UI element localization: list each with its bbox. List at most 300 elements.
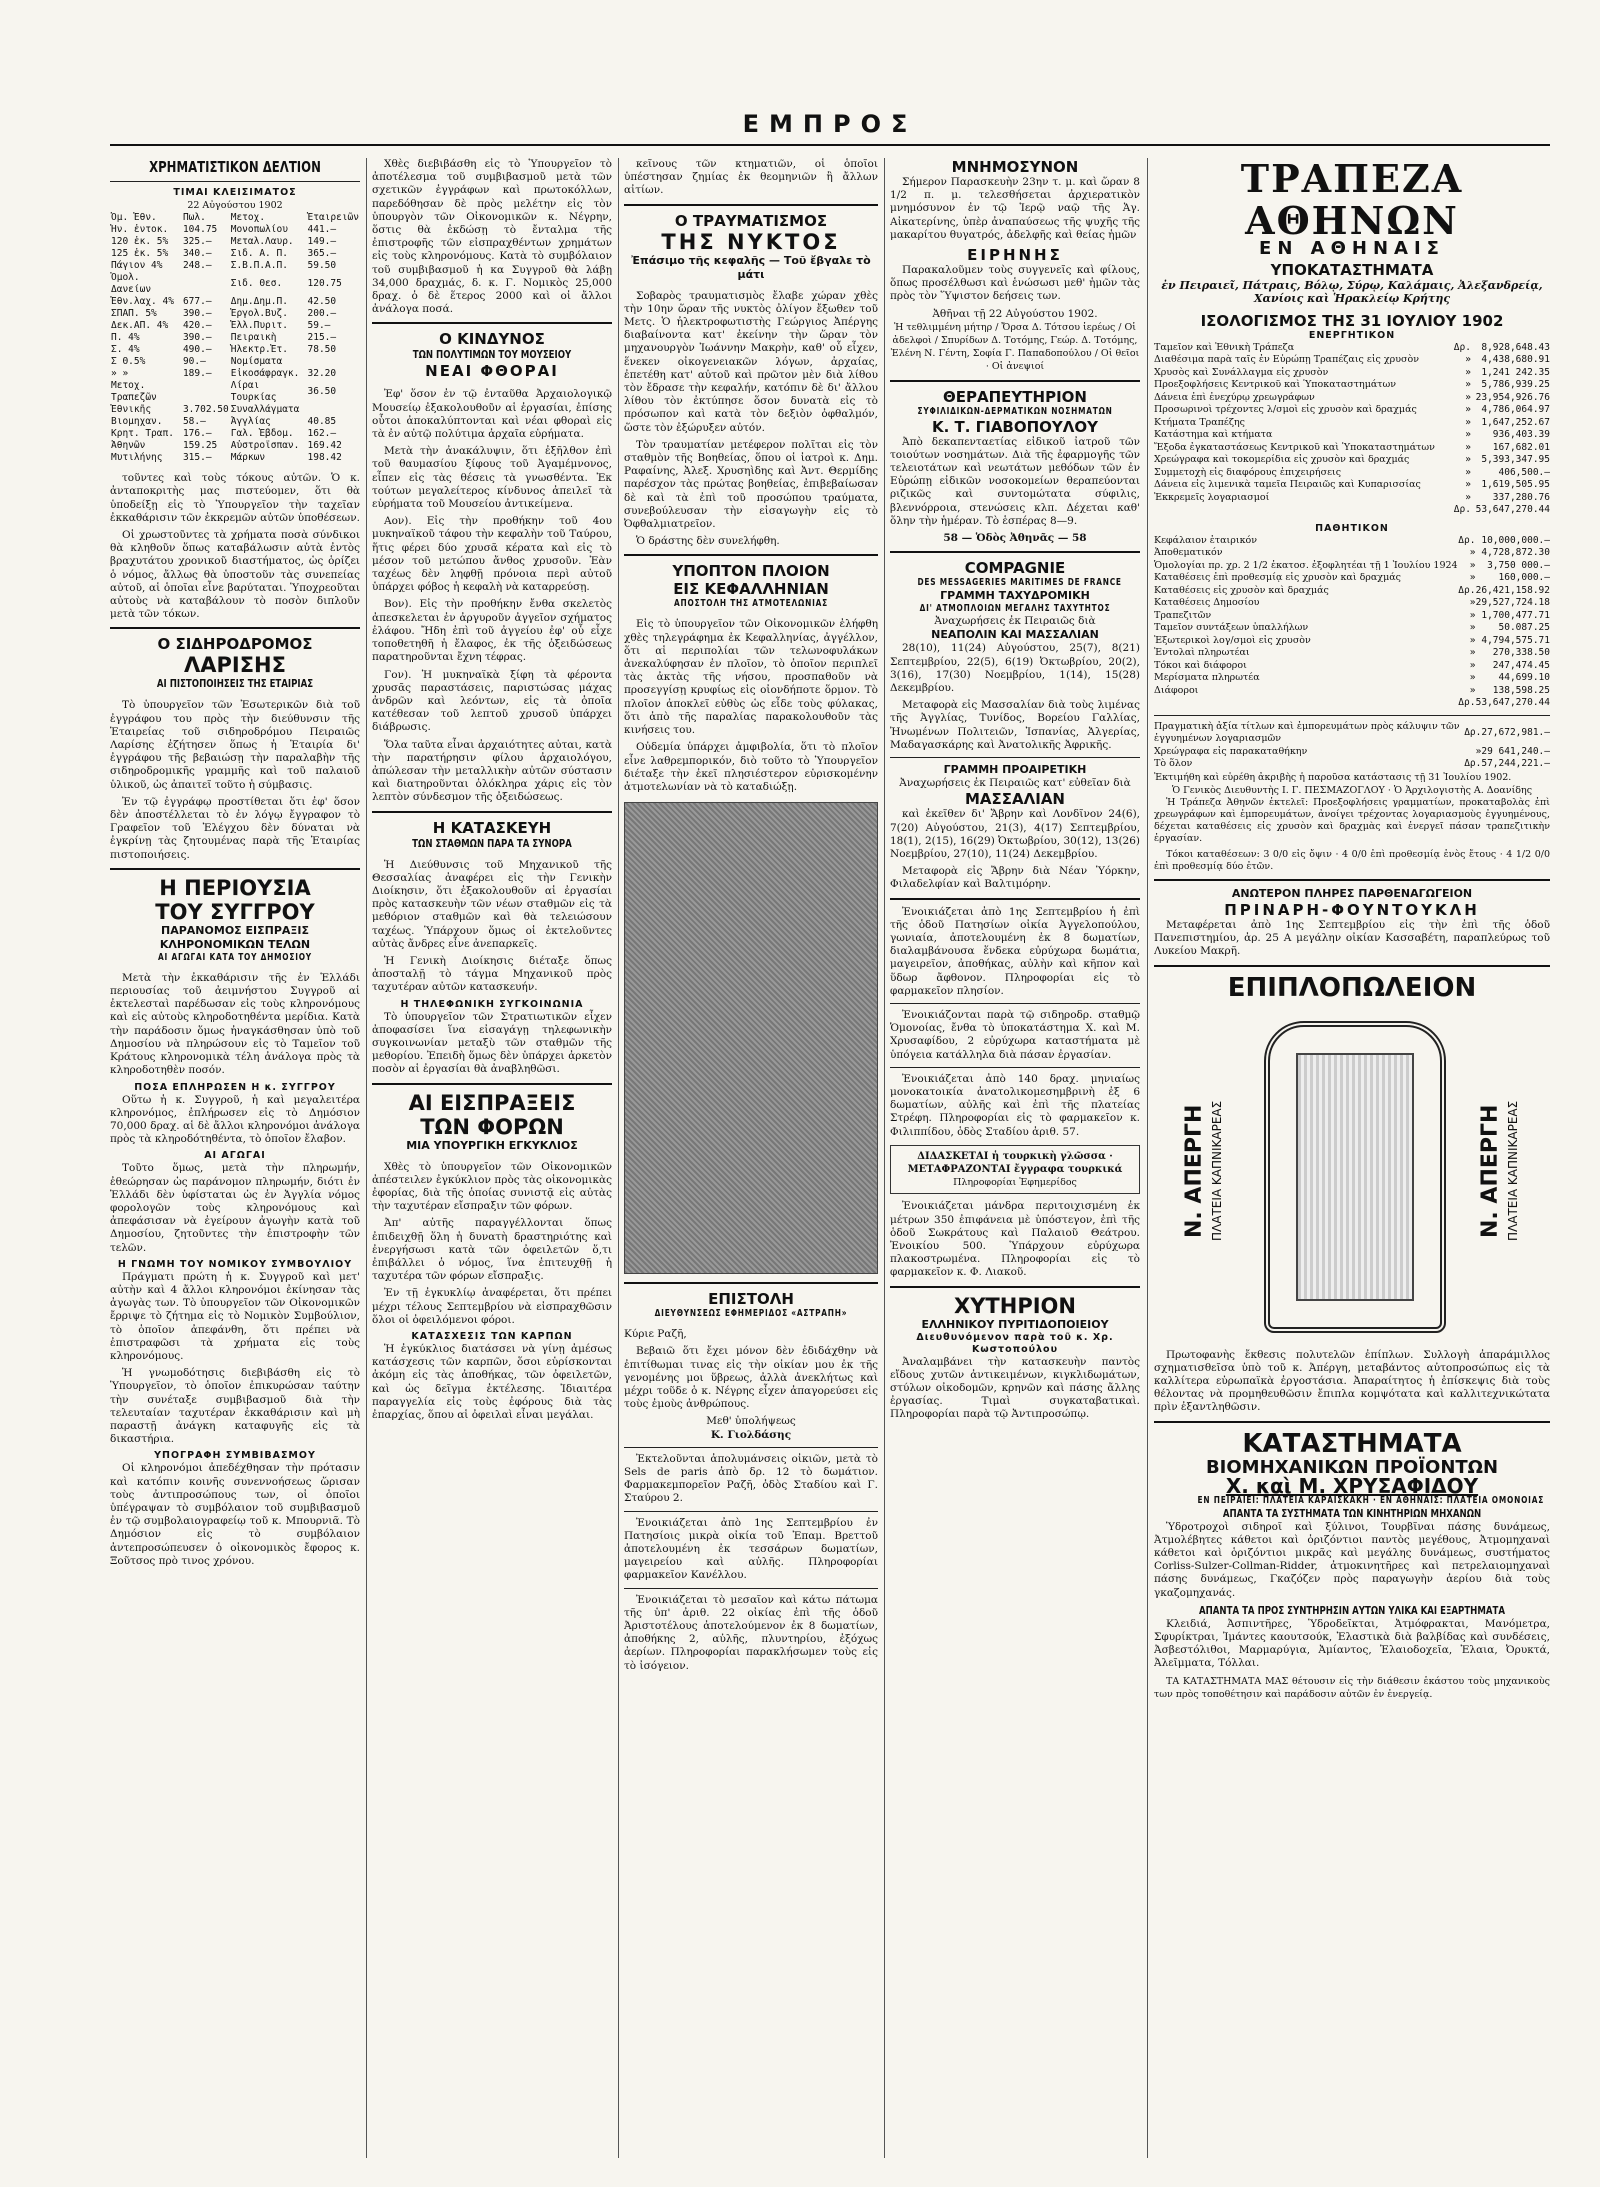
rates-row-cell: 59.50 [307,260,337,272]
bank-signatures: Ὁ Γενικὸς Διευθυντὴς Ι. Γ. ΠΕΣΜΑΖΟΓΛΟΥ · Ὁ Ἀρχιλογιστὴς Α. Δοανίδης [1171,784,1533,796]
assets-row-cell: 8,928,648.43 [1481,341,1550,353]
assets-row-cell: 406,500.— [1498,466,1550,478]
article-text: Χθὲς τὸ ὑπουργεῖον τῶν Οἰκονομικῶν ἀπέστειλεν ἐγκύκλιον πρὸς τὰς οἰκονομικὰς ἐφορίας, διὰ τῆς ὁποίας συνιστᾷ εἰς αὐτὰς τὴν ταχυτέραν εἴσπραξιν τῶν φόρων. [372,1160,612,1213]
assets-row-cell: Χρεώγραφα καὶ τοκομερίδια εἰς χρυσὸν καὶ δραχμάς [1154,454,1410,466]
article-text: Μετὰ τὴν ἀνακάλυψιν, ὅτι ἐξῆλθον ἐπὶ τοῦ θαυμασίου ξίφους τοῦ Ἀγαμέμνονος, εἶπεν εἰς τὰς θέσεις τὰ γνωσθέντα. Ἐκ τούτων μεγαλείτερος κίνδυνος ἀπειλεῖ τὰ εὑρήματα τοῦ Μουσείου ἀντικείμενα. [372,445,612,511]
damaged-image-area [624,802,878,1274]
rates-row [110,440,360,452]
classified-ad: Ἐνοικιάζεται ἀπὸ 1ης Σεπτεμβρίου ἡ ἐπὶ τῆς ὁδοῦ Πατησίων οἰκία Ἀγγελοπούλου, γωνιαία, ἀποτελουμένη ἐκ 8 δωματίων, διαλαμβάνουσα ἕνδεκα εὐρύχωρα δωμάτια, μαγειρεῖον, ἀποθήκας, αὐλὴν καὶ κῆπον καὶ ὕδωρ ἄφθονον. Πληροφορίαι εἰς τὸ φαρμακεῖον πλησίον. [890,905,1140,997]
rates-row [110,404,360,416]
sygrou-subheading: ΠΑΡΑΝΟΜΟΣ ΕΙΣΠΡΑΞΙΣ [161,923,309,937]
memorial-text: Παρακαλοῦμεν τοὺς συγγενεῖς καὶ φίλους, ὅπως προσέλθωσι καὶ ἑνώσωσι μεθ' ἡμῶν τὰς πρὸς τὸν Ὕψιστον δεήσεις των. [890,264,1140,303]
article-text: Μετὰ τὴν ἐκκαθάρισιν τῆς ἐν Ἑλλάδι περιουσίας τοῦ ἀειμνήστου Συγγροῦ αἱ ἐκτελεσταὶ παρέδωσαν εἰς τοὺς κληρονόμους καὶ εἰς αὐτοὺς κληροδοτηθέντα μερίδια. Κατὰ τὴν παράδοσιν ὅμως ἠναγκάσθησαν ὑπὸ τοῦ Δημοσίου νὰ πληρώσουν εἰς τὸ Ταμεῖον τοῦ Κράτους κληρονομικὰ τέλη ἀνάλογα πρὸς τὰ κληροδοτηθὲν ποσόν. [110,971,360,1077]
assets-row-cell: Χρυσὸς καὶ Συνάλλαγμα εἰς χρυσὸν [1154,366,1329,378]
clinic-subheading: ΣΥΦΙΛΙΔΙΚΩΝ-ΔΕΡΜΑΤΙΚΩΝ ΝΟΣΗΜΑΤΩΝ [917,405,1113,417]
furniture-location: ΠΛΑΤΕΙΑ ΚΑΠΝΙΚΑΡΕΑΣ [1210,1100,1224,1241]
assets-row-cell: 4,786,064.97 [1481,404,1550,416]
rates-row-cell [307,404,360,416]
liabilities-row-cell [1154,697,1458,710]
article-text: Ἐν τῷ ἐγγράφῳ προστίθεται ὅτι ἐφ' ὅσον δὲν ἀποστέλλεται τὸ ἐν λόγῳ ἔγγραφον τὸ Γραφεῖον τοῦ Ἐλέγχου δὲν δύναται νὰ ἐγκρίνῃ τὰς ζητουμένας παρὰ τῆς Ἑταιρίας πιστοποιήσεις. [110,795,360,861]
assets-row-cell: 1,241 242.35 [1481,366,1550,378]
bank-services: Ἡ Τράπεζα Ἀθηνῶν ἐκτελεῖ: Προεξοφλήσεις γραμματίων, προκαταβολὰς ἐπὶ χρεωγράφων καὶ ἐμπορευμάτων, ἀνοίγει τρέχοντας λογαριασμοὺς ἐγγυημένους, δέχεται καταθέσεις εἰς χρυσὸν καὶ δραχμὰς καὶ ἐνεργεῖ πάσαν τραπεζιτικὴν ἐργασίαν. [1154,797,1550,845]
article-text: Γον). Ἡ μυκηναϊκὰ ξίφη τὰ φέροντα χρυσᾶς παραστάσεις, παριστώσας μάχας ἀνδρῶν καὶ λεόντων, εἰς τὰ ὁποῖα κατέθεσαν τοῦ λεπτοῦ χρυσοῦ ὑπάρχει διάβρωσις. [372,668,612,734]
rates-row-cell: Πάγιον 4% [111,260,163,272]
rates-row-cell: Μετοχ. [230,212,266,224]
assets-row-cell [1154,504,1453,517]
divider [624,1282,878,1284]
rates-row-cell: Μεταλ.Λαυρ. [230,236,294,248]
shipping-company: COMPAGNIE [964,559,1066,578]
bank-extra-row [1154,721,1550,746]
rates-row-cell: 390.— [182,308,212,320]
liabilities-row-cell: 160,000.— [1498,572,1550,584]
rates-row-cell: 420.— [182,320,212,332]
injury-subheading: Ἐπάσιμο τῆς κεφαλῆς — Τοῦ ἔβγαλε τὸ μάτι [631,253,871,281]
rates-row-cell: Ὁμολ. Δανείων [111,272,152,296]
liabilities-row-cell: » [1469,634,1476,646]
bank-extra-row-cell: Δρ. [1464,758,1482,770]
rates-row [110,260,360,272]
assets-row-cell: 1,647,252.67 [1481,416,1550,428]
liabilities-row-cell: » [1469,597,1476,609]
divider [890,551,1140,553]
classified-ad: Ἐνοικιάζονται παρὰ τῷ σιδηροδρ. σταθμῷ Ὁμονοίας, ἔνθα τὸ ὑποκατάστημα Χ. καὶ Μ. Χρυσαφίδου, 2 εὐρύχωρα καταστήματα μὲ ὑπόγεια κατάλληλα διὰ πάσαν ἐργασίαν. [890,1008,1140,1061]
divider [1154,1421,1550,1423]
assets-row [1154,454,1550,467]
assets-row-cell: Ἔξοδα ἐγκαταστάσεως Κεντρικοῦ καὶ Ὑποκαταστημάτων [1154,441,1435,453]
article-text: Τοῦτο ὅμως, μετὰ τὴν πληρωμήν, ἐθεώρησαν ὡς παράνομον πληρωμήν, διότι ἐν Ἑλλάδι δὲν ὑφίσταται ὡς ἐν Ἀγγλία νόμος φορολογῶν τοὺς κληρονόμους καὶ ἀπεφάσισαν νὰ ἐγείρουν ἀγωγὴν κατὰ τοῦ Δημοσίου, ζητοῦντες τὴν ἐπιστροφὴν τῶν τελῶν. [110,1162,360,1254]
assets-heading: ΕΝΕΡΓΗΤΙΚΟΝ [1308,329,1396,341]
liabilities-row-cell: 4,794,575.71 [1481,634,1550,646]
rates-title: ΧΡΗΜΑΤΙΣΤΙΚΟΝ ΔΕΛΤΙΟΝ [149,158,321,176]
shop-heading: ΚΑΤΑΣΤΗΜΑΤΑ [1242,1428,1462,1459]
liabilities-row-cell: Τόκοι καὶ διάφοροι [1154,659,1247,671]
furniture-owner: Ν. ΑΠΕΡΓΗ [1478,1103,1503,1238]
liabilities-row-cell: » [1469,672,1476,684]
rates-row [110,452,360,464]
rates-row-cell: 677.— [182,296,212,308]
assets-row [1154,354,1550,367]
divider [624,204,878,206]
article-text: Ὅλα ταῦτα εἶναι ἀρχαιότητες αὐται, κατὰ τὴν παρατήρησιν φίλου ἀρχαιολόγου, ἀπώλεσαν τὴν μεταλλικὴν αὐτῶν σύστασιν καὶ διατηροῦνται ὁλόκληρα χάρις εἰς τὸν λεπτὸν σύνδεσμον τῆς ὀξειδώσεως. [372,738,612,804]
assets-row [1154,342,1550,355]
rates-row-cell: 198.42 [307,452,342,464]
liabilities-row-cell: Καταθέσεις εἰς χρυσὸν καὶ δραχμάς [1154,584,1329,596]
rates-row [110,332,360,344]
assets-row-cell: 5,786,939.25 [1481,379,1550,391]
rates-table [110,212,360,464]
rates-row-cell: 248.— [182,260,212,272]
article-text: Οἱ χρωστοῦντες τὰ χρήματα ποσὰ σύνδικοι θὰ κληθοῦν ὅπως καταβάλωσιν αὐτὰ ἐντὸς βραχυτάτου χρονικοῦ διαστήματος, ὡς ὁρίζει ὁ νόμος, ἄλλως θὰ ὑποστοῦν τὰς συνεπείας αὐτοῦ, αἱ ὁποῖαι εἶνε βαρύταται. Ὑποχρεοῦται αὐτοὺς νὰ καταβάλουν τὸ ποσὸν διπλοῦν μετὰ τῶν τόκων. [110,529,360,621]
balance-heading: ΙΣΟΛΟΓΙΣΜΟΣ ΤΗΣ 31 ΙΟΥΛΙΟΥ 1902 [1200,311,1504,330]
rates-row-cell: Ὀμ. Ἐθν. [111,212,157,224]
liabilities-row-cell: 26,421,158.92 [1475,584,1550,596]
rates-row-cell: Πωλ. [182,212,206,224]
assets-row [1154,367,1550,380]
assets-row-cell: Διαθέσιμα παρὰ ταῖς ἐν Εὐρώπῃ Τραπέζαις εἰς χρυσὸν [1154,354,1419,366]
injury-heading: Ο ΤΡΑΥΜΑΤΙΣΜΟΣ [674,211,828,230]
assets-row-cell: » [1465,354,1471,366]
assets-table [1154,342,1550,517]
assets-row-cell: Προεξοφλήσεις Κεντρικοῦ καὶ Ὑποκαταστημάτων [1154,379,1397,391]
memorial-signatories: Ἡ τεθλιμμένη μήτηρ / Ὄρσα Δ. Τότσου ἱερέως / Οἱ ἀδελφοὶ / Σπυρίδων Δ. Τοτόμης, Γεώρ. Δ. Τοτόμης, Ἑλένη Ν. Γέντη, Σοφία Γ. Παπαδοπούλου / Οἱ θεῖοι · Οἱ ἀνεψιοί [890,321,1140,373]
article-text: Ἡ Γενικὴ Διοίκησις διέταξε ὅπως ἀποσταλῇ τὸ τάγμα Μηχανικοῦ πρὸς ταχυτέραν αὐτῶν κατασκευήν. [372,954,612,994]
rates-row-cell: Ἡλεκτρ.Ἑτ. [230,344,288,356]
newspaper-page [110,110,1550,2170]
rates-row [110,296,360,308]
rates-row-cell: 149.— [307,236,337,248]
assets-row-cell: » [1465,379,1471,391]
article-text: Ἐν τῇ ἐγκυκλίῳ ἀναφέρεται, ὅτι πρέπει μέχρι τέλους Σεπτεμβρίου νὰ εἰσπραχθῶσιν ὅλοι οἱ ὀφειλόμενοι φόροι. [372,1287,612,1326]
liabilities-row [1154,560,1550,573]
liabilities-row [1154,685,1550,698]
rates-row-cell: 490.— [182,344,212,356]
school-heading: ΑΝΩΤΕΡΟΝ ΠΛΗΡΕΣ ΠΑΡΘΕΝΑΓΩΓΕΙΟΝ [1231,887,1473,901]
assets-row-cell: 167,682.01 [1492,441,1550,453]
assets-row-cell: » [1465,429,1471,441]
rates-row-cell: Σ. 4% [111,344,140,356]
liabilities-row-cell: 44,699.10 [1498,672,1550,684]
classified-ad: Ἐνοικιάζεται τὸ μεσαῖον καὶ κάτω πάτωμα τῆς ὑπ' ἀριθ. 22 οἰκίας ἐπὶ τῆς ὁδοῦ Ἀριστοτέλους ἀποτελούμενον ἐκ 8 δωματίων, ἀποθήκης 2, αὐλῆς, πλυντηρίου, ἐξόχως ἀερίων. Πληροφορίαι παρακλήσωμεν τοὺς εἰς τὸ ἰσόγειον. [624,1593,878,1672]
column-5 [1154,158,1550,2158]
boxed-ad-title: ΔΙΔΑΣΚΕΤΑΙ ἡ τουρκικὴ γλῶσσα · ΜΕΤΑΦΡΑΖΟΝΤΑΙ ἔγγραφα τουρκικά [907,1150,1123,1175]
assets-row-cell: » [1465,491,1471,503]
rates-row-cell [307,356,360,368]
divider [110,868,360,870]
bank-extra-row [1154,758,1550,771]
section-subheading: ΚΑΤΑΣΧΕΣΙΣ ΤΩΝ ΚΑΡΠΩΝ [411,1331,573,1343]
taxes-heading: ΤΩΝ ΦΟΡΩΝ [420,1114,564,1139]
rates-row-cell: Ἐθνικῆς [111,404,152,416]
rail-heading-large: ΛΑΡΙΣΗΣ [184,653,286,678]
assets-row-cell: » [1465,479,1471,491]
bank-extra-row-cell: Τὸ ὅλον [1154,758,1193,770]
assets-row [1154,492,1550,505]
rates-row-cell: Σιδ. Α. Π. [230,248,288,260]
liabilities-row [1154,547,1550,560]
article-text: Τὸ ὑπουργεῖον τῶν Ἐσωτερικῶν διὰ τοῦ ἐγγράφου του πρὸς τὴν διεύθυνσιν τῆς Ἑταιρείας τοῦ σιδηροδρόμου Πειραιῶς Λαρίσης ἐζήτησεν ὅπως ἡ Ἑταιρία δι' ἐγγράφου τῆς βεβαιώσῃ τὴν παραλαβὴν τῆς σιδηροδρομικῆς γραμμῆς καὶ τοῦ παλαιοῦ ὑλικοῦ, ὡς ἀπαιτεῖ τοῦτο ἡ σύμβασις. [110,699,360,791]
liabilities-table [1154,535,1550,710]
rates-row [110,428,360,440]
rates-row-cell: Ἀγγλίας [230,416,271,428]
assets-row-cell: » [1465,454,1471,466]
shipping-text: Ἀναχωρήσεις ἐκ Πειραιῶς διὰ [934,615,1096,628]
section-subheading: ΑΙ ΑΓΩΓΑΙ [204,1150,266,1162]
classified-ad: Ἐκτελοῦνται ἀπολυμάνσεις οἰκιῶν, μετὰ τὸ Sels de paris ἀπὸ δρ. 12 τὸ δωμάτιον. Φαρμακεμπορεῖον Ραζῆ, ὁδὸς Σταδίου καὶ Γ. Σταύρου 2. [624,1452,878,1505]
rates-row-cell: Μετοχ. Τραπεζῶν [111,380,157,404]
assets-row [1154,442,1550,455]
assets-row-cell: » [1465,441,1471,453]
article-text: Οὕτω ἡ κ. Συγγροῦ, ἡ καὶ μεγαλειτέρα κληρονόμος, ἐπλήρωσεν εἰς τὸ Δημόσιον 70,000 δραχ. αἱ δὲ ἄλλοι κληρονόμοι ἀνάλογα πρὸς τὰ κληροδότηθέντα, τὸ ὁποῖον ἔλαβον. [110,1093,360,1146]
divider [624,554,878,556]
stations-heading: Η ΚΑΤΑΣΚΕΥΗ [432,818,552,837]
rates-row-cell: ΣΠΑΠ. 5% [111,308,157,320]
bank-extra-row-cell: Χρεώγραφα εἰς παρακαταθήκην [1154,745,1308,757]
sygrou-heading: ΤΟΥ ΣΥΓΓΡΟΥ [155,899,315,924]
liabilities-row-cell: 138,598.25 [1492,684,1550,696]
shipping-destination: ΜΑΣΣΑΛΙΑΝ [965,790,1065,809]
liabilities-row [1154,585,1550,598]
rates-row-cell: 340.— [182,248,212,260]
classified-ad: Ἐνοικιάζεται μάνδρα περιτοιχισμένη ἐκ μέτρων 350 ἐπιφάνεια μὲ ὑπόστεγον, ἐπὶ τῆς ὁδοῦ Σωκράτους καὶ Παλαιοῦ Θεάτρου. Ἐνοικίου 500. Ὑπάρχουν εὐρύχωρα πλακοστρωμένα. Πληροφορίαι εἰς τὸ φαρμακεῖον κ. Φ. Λιακοῦ. [890,1200,1140,1279]
rates-row-cell: Γαλ. Ἑβδομ. [230,428,294,440]
bank-extra-row-cell: 27,672,981.— [1481,726,1550,738]
memorial-date: Ἀθῆναι τῇ 22 Αὐγούστου 1902. [932,307,1098,320]
rates-row-cell: 40.85 [307,416,337,428]
bank-extra-row-cell: Πραγματικὴ ἀξία τίτλων καὶ ἐμπορευμάτων πρὸς κάλυψιν τῶν ἐγγυημένων λογαριασμῶν [1154,720,1460,745]
bank-extra-row-cell: » [1475,745,1482,757]
rates-row-cell: Ἑλλ.Πυριτ. [230,320,288,332]
liabilities-row-cell: Δρ. [1458,534,1476,546]
divider [372,322,612,324]
liabilities-row-cell: 50.087.25 [1498,622,1550,634]
assets-row [1154,392,1550,405]
clinic-doctor: Κ. Τ. ΓΙΑΒΟΠΟΥΛΟΥ [931,417,1099,436]
article-text: Ἡ ἐγκύκλιος διατάσσει νὰ γίνῃ ἀμέσως κατάσχεσις τῶν καρπῶν, ὅσοι εὑρίσκονται ἀκόμη εἰς τὰς ἀποθήκας, τῶν ὀφειλετῶν, καὶ ὡς δεῖγμα ἐκτέλεσης. Ἰδιαιτέρα παραγγελία εἰς τοὺς ἐφόρους διὰ τὰς ἐπαρχίας, ὅπου αἱ ὀφειλαὶ εἶναι μεγάλαι. [372,1343,612,1422]
sygrou-heading: Η ΠΕΡΙΟΥΣΙΑ [159,875,311,900]
assets-row-cell: Κτήματα Τραπέζης [1154,416,1245,428]
rates-row-cell: » » [111,368,129,380]
rates-row-cell: 90.— [182,356,206,368]
article-text: τοῦντες καὶ τοὺς τόκους αὐτῶν. Ὁ κ. ἀνταποκριτὴς μας πιστεύομεν, ὅτι θὰ ὑποδείξῃ εἰς τὸ Ὑπουργεῖον τὴν ταχεῖαν ἐκκαθάρισιν τῶν ἐκκρεμῶν αὐτῶν ὑποθέσεων. [110,472,360,524]
divider [110,181,360,182]
assets-row-cell: » [1465,466,1471,478]
letter-salutation: Κύριε Ραζῆ, [624,1328,687,1341]
rates-row-cell: Ἐταιρειῶν [307,212,359,224]
liabilities-row-cell: Ἐξωτερικοὶ λογ/σμοὶ εἰς χρυσὸν [1154,634,1311,646]
liabilities-row-cell: » [1469,684,1476,696]
shipping-dates: 28(10), 11(24) Αὐγούστου, 25(7), 8(21) Σεπτεμβρίου, 22(5), 6(19) Ὀκτωβρίου, 20(2), 3(16), 17(30) Νοεμβρίου, 1(14), 15(28) Δεκεμβρίου. [890,642,1140,695]
rates-row-cell: Πειραικὴ [230,332,277,344]
liabilities-row-cell: » [1469,609,1476,621]
rates-row-cell: Ἠν. ἐντοκ. [111,224,169,236]
assets-row-cell: » [1465,416,1471,428]
article-text: Τὸ ὑπουργεῖον τῶν Στρατιωτικῶν εἶχεν ἀποφασίσει ἵνα εἰσαγάγῃ τηλεφωνικὴν συγκοινωνίαν μεταξὺ τῶν σταθμῶν τῆς μεθορίου. Ἐπειδὴ ὅμως δὲν ὑπάρχει ἀρκετὸν ποσὸν αἱ ἐργασίαι θὰ ἀναβληθῶσι. [372,1010,612,1076]
rates-row [110,308,360,320]
article-text: Αον). Εἰς τὴν προθήκην τοῦ 4ου μυκηναϊκοῦ τάφου τὴν κεφαλὴν τοῦ Ταύρου, ἥτις φέρει δύο χρυσᾶ κέρατα καὶ εἰς τὸ μέσον τοῦ μετώπου ἄνθος χρυσοῦν. Ἐὰν ταχέως δὲν ληφθῇ πρόνοια περὶ αὐτοῦ ὑπάρχει φόβος ἡ κεφαλὴ νὰ καταρρεύσῃ. [372,515,612,594]
article-text: Οὐδεμία ὑπάρχει ἀμφιβολία, ὅτι τὸ πλοῖον εἶνε λαθρεμπορικόν, διὸ τοῦτο τὸ Ὑπουργεῖον διέταξε τὴν ἐκεῖ πλησιέστερον εὑρισκομένην ἀτμοτελωνίαν νὰ τὸ καταδιώξῃ. [624,741,878,793]
assets-row-cell: Κατάστημα καὶ κτήματα [1154,429,1273,441]
assets-row [1154,479,1550,492]
memorial-name: ΕΙΡΗΝΗΣ [967,246,1063,265]
assets-row-cell: Δάνεια ἐπὶ ἐνεχύρῳ χρεωγράφων [1154,391,1315,403]
article-text: Χθὲς διεβιβάσθη εἰς τὸ Ὑπουργεῖον τὸ ἀποτέλεσμα τοῦ συμβιβασμοῦ μετὰ τῶν σχετικῶν ἐγγράφων καὶ πρωτοκόλλων, παρεδόθησαν δὲ πρὸς μελέτην εἰς τὸν ὑπουργὸν τῶν Οἰκονομικῶν κ. Νέγρην, ὅστις θὰ ἐκδώσῃ τὸ ἔνταλμα τῆς ἐπιστροφῆς τῶν εἰσπραχθέντων χρημάτων εἰς τοὺς κληρονόμους. Κατὰ τὸ συμβόλαιον τοῦ συμβιβασμοῦ ἡ κα Συγγροῦ θὰ λάβῃ 34,000 δραχμάς, δ. κ. Γ. Νομικὸς 25,000 δραχ. ὁ δὲ ἕτερος 2000 καὶ οἱ ἄλλοι ἀνάλογα ποσά. [372,158,612,316]
rates-row-cell: 215.— [307,332,337,344]
shipping-line-sub: ΔΙ' ΑΤΜΟΠΛΟΙΩΝ ΜΕΓΑΛΗΣ ΤΑΧΥΤΗΤΟΣ [919,603,1111,615]
shipping-optional-line: ΓΡΑΜΜΗ ΠΡΟΑΙΡΕΤΙΚΗ [943,763,1087,777]
letter-signature: Κ. Γιολδάσης [710,1428,792,1441]
column-4 [890,158,1140,2158]
clinic-heading: ΘΕΡΑΠΕΥΤΗΡΙΟΝ [943,387,1087,406]
clinic-address: 58 — Ὁδὸς Ἀθηνᾶς — 58 [943,532,1087,545]
rates-row-cell: Συναλλάγματα [230,404,300,416]
shipping-dates: καὶ ἐκεῖθεν δι' Ἄβρην καὶ Λονδῖνον 24(6), 7(20) Αὐγούστου, 21(3), 4(17) Σεπτεμβρίου, 18(1), 2(15), 16(29) Ὀκτωβρίου, 30(12), 13(26) Νοεμβρίου, 27(10), 11(24) Δεκεμβρίου. [890,808,1140,860]
shipping-destination: ΝΕΑΠΟΛΙΝ ΚΑΙ ΜΑΣΣΑΛΙΑΝ [931,628,1099,642]
article-text: Οἱ κληρονόμοι ἀπεδέχθησαν τὴν πρότασιν καὶ κατόπιν κοινῆς συνεννοήσεως ὥρισαν τοὺς ἀντιπροσώπους των, οἱ ὁποῖοι ὑπέγραψαν τὸ συμβόλαιον τοῦ συμβιβασμοῦ ἐν τῷ συμβολαιογραφείῳ τοῦ κ. Μπουρνιᾶ. Τὸ Δημόσιον εἰς τὸ συμβόλαιον ἀντεπροσώπευσεν ὁ οἰκονομικὸς ἔφορος κ. Ξοῦτσος πρὸ τινος χρόνου. [110,1462,360,1567]
museum-heading: Ο ΚΙΝΔΥΝΟΣ [439,330,545,349]
rates-row-cell: 104.75 [182,224,218,236]
article-text: Ἀπ' αὐτῆς παραγγέλλονται ὅπως ἐπιδειχθῇ ὅλη ἡ δυνατὴ δραστηριότης καὶ ἐνεργήσωσι κατὰ τῶν ὀφειλετῶν ὅ,τι ἐπιβάλλει ὁ νόμος, ἵνα ἐπιτευχθῇ ἡ ταχυτέρα τῶν φόρων εἴσπραξις. [372,1217,612,1283]
shipping-company-sub: DES MESSAGERIES MARITIMES DE FRANCE [917,577,1122,589]
rates-row [110,236,360,248]
assets-row [1154,429,1550,442]
furniture-illustration [1154,1011,1550,1341]
rates-row-cell: 120 ἐκ. 5% [111,236,169,248]
divider [624,1447,878,1448]
liabilities-row-cell: 3,750 000.— [1487,559,1550,571]
rates-row-cell [182,272,230,296]
rates-row-cell: 58.— [182,416,206,428]
liabilities-row [1154,672,1550,685]
sygrou-subheading: ΑΙ ΑΓΩΓΑΙ ΚΑΤΑ ΤΟΥ ΔΗΜΟΣΙΟΥ [158,951,312,963]
boxed-ad-text: Πληροφορίαι Ἐφημερίδος [953,1177,1077,1189]
rates-row-cell: 42.50 [307,296,337,308]
rates-row-cell: 441.— [307,224,337,236]
rates-row-cell: Σ Θ.5% [111,356,146,368]
liabilities-row [1154,535,1550,548]
shop-text: ΤΑ ΚΑΤΑΣΤΗΜΑΤΑ ΜΑΣ θέτουσιν εἰς τὴν διάθεσιν ἑκάστου τοὺς μηχανικοὺς των πρὸς τοποθέτησιν καὶ παράδοσιν αὐτῶν ἐν ἐνεργείᾳ. [1154,1675,1550,1700]
liabilities-row [1154,572,1550,585]
furniture-heading: ΕΠΙΠΛΟΠΩΛΕΙΟΝ [1227,972,1477,1003]
liabilities-row [1154,622,1550,635]
rates-row [110,380,360,404]
foundry-subheading: Διευθυνόμενον παρὰ τοῦ κ. Χρ. Κωστοπούλου [916,1331,1114,1355]
assets-row-cell: » [1465,366,1471,378]
rail-subheading: ΑΙ ΠΙΣΤΟΠΟΙΗΣΕΙΣ ΤΗΣ ΕΤΑΙΡΙΑΣ [156,677,314,691]
column-rule [1147,158,1148,2158]
divider [372,1083,612,1085]
shop-text: Κλειδιά, Ἀσπιντῆρες, Ὑδροδεῖκται, Ἀτμόφρακται, Μανόμετρα, Σφυρίκτραι, Ἰμάντες καουτσούκ, Ἐλαστικὰ διὰ βαλβίδας καὶ συνδέσεις, Ἀσβεστόλιθοι, Μαρμαρύγια, Ἀμίαντος, Ἐλαιοδοχεῖα, Ἐλαια, Ὀρυκτά, Ἀλεῖμματα, Τόλλαι. [1154,1617,1550,1670]
shop-addresses: ΕΝ ΠΕΙΡΑΙΕΙ: ΠΛΑΤΕΙΑ ΚΑΡΑΪΣΚΑΚΗ · ΕΝ ΑΘΗΝΑΙΣ: ΠΛΑΤΕΙΑ ΟΜΟΝΟΙΑΣ [1197,1494,1545,1506]
assets-row-cell: 1,619,505.95 [1481,479,1550,491]
liabilities-row-cell: 10,000,000.— [1481,534,1550,546]
divider [890,898,1140,900]
rates-date: 22 Αὐγούστου 1902 [187,200,283,211]
shipping-line: ΓΡΑΜΜΗ ΤΑΧΥΔΡΟΜΙΚΗ [940,589,1090,603]
assets-row-cell: Προσωρινοὶ τρέχοντες λ/σμοὶ εἰς χρυσὸν καὶ δραχμάς [1154,404,1417,416]
bank-branches-heading: ΥΠΟΚΑΤΑΣΤΗΜΑΤΑ [1270,261,1434,280]
school-name: ΠΡΙΝΑΡΗ-ΦΟΥΝΤΟΥΚΛΗ [1224,901,1480,920]
liabilities-row-cell: » [1469,547,1476,559]
rates-row-cell: 120.75 [307,278,342,290]
museum-subheading: ΝΕΑΙ ΦΘΟΡΑΙ [425,362,559,381]
liabilities-row [1154,660,1550,673]
liabilities-row-cell: Κεφάλαιον ἑταιρικόν [1154,534,1257,546]
rates-row-cell: 315.— [182,452,212,464]
shop-text: Ὑδροτροχοὶ σιδηροῖ καὶ ξύλινοι, Τουρβῖναι πάσης δυνάμεως, Ἀτμολέβητες κάθετοι καὶ ὁριζόντιοι παντὸς μεγέθους, Ἀτμομηχαναὶ κάθετοι καὶ ὁριζόντιοι μικρᾶς καὶ μεγάλης δυνάμεως, συστήματος Corliss-Sulzer-Collman-Ridder, ἀτμοκινητῆρες καὶ πετρελαιομηχαναὶ πάσης δυνάμεως, Γκαζόζεν πρὸς παραγωγὴν ἀερίου διὰ τοὺς γκαζομηχανάς. [1154,1520,1550,1599]
rates-row-cell: 36.50 [307,386,337,398]
assets-row [1154,417,1550,430]
assets-row-cell: 936,403.39 [1492,429,1550,441]
rates-row-cell: Νομίσματα [230,356,283,368]
assets-row-cell: » [1465,391,1471,403]
shipping-text: Ἀναχωρήσεις ἐκ Πειραιῶς κατ' εὐθεῖαν διὰ [899,777,1131,790]
injury-heading-large: ΤΗΣ ΝΥΚΤΟΣ [661,229,841,254]
bank-extra-row-cell: Δρ. [1464,726,1482,738]
divider [1154,879,1550,881]
liabilities-row-cell: Ὁμολογίαι πρ. χρ. 2 1/2 ἐκατοσ. ἐξοφλητέαι τῇ 1 Ἰουλίου 1924 [1154,559,1458,571]
column-rule [884,158,885,2158]
letter-heading: ΕΠΙΣΤΟΛΗ [708,1290,794,1309]
liabilities-row-cell: 1,700,477.71 [1481,609,1550,621]
column-rule [366,158,367,2158]
article-text: κεῖνους τῶν κτηματιῶν, οἱ ὁποῖοι ὑπέστησαν ζημίας ἐκ θεομηνιῶν ἢ ἄλλων αἰτίων. [624,158,878,197]
assets-row-cell: 337,280.76 [1492,491,1550,503]
rates-row-cell: Μάρκων [230,452,266,464]
masthead-title: ΕΜΠΡΟΣ [742,110,918,138]
rates-row-cell: Ἐργολ.Βυζ. [230,308,288,320]
assets-row-cell: Δρ. [1453,341,1471,353]
bank-rates: Τόκοι καταθέσεων: 3 0/0 εἰς ὄψιν · 4 0/0 ἐπὶ προθεσμίᾳ ἑνὸς ἔτους · 4 1/2 0/0 ἐπὶ προθεσμίᾳ δύο ἐτῶν. [1154,849,1550,873]
liabilities-row-cell: 29,527,724.18 [1475,597,1550,609]
liabilities-row-cell: 270,338.50 [1492,647,1550,659]
liabilities-row [1154,635,1550,648]
divider [624,1511,878,1512]
furniture-side-text [1184,1031,1224,1311]
rates-row-cell: 189.— [182,368,212,380]
bank-certification: Ἐκτιμήθη καὶ εὑρέθη ἀκριβὴς ἡ παροῦσα κατάστασις τῇ 31 Ἰουλίου 1902. [1154,771,1512,783]
sygrou-subheading: ΚΛΗΡΟΝΟΜΙΚΩΝ ΤΕΛΩΝ [159,937,311,951]
rates-row-cell: 169.42 [307,440,342,452]
rates-row-cell: Ἀθηνῶν [111,440,146,452]
divider [890,1067,1140,1068]
column-2 [372,158,612,2158]
taxes-subheading: ΜΙΑ ΥΠΟΥΡΓΙΚΗ ΕΓΚΥΚΛΙΟΣ [406,1138,578,1152]
liabilities-row-cell: Καταθέσεις ἐπὶ προθεσμίᾳ εἰς χρυσὸν καὶ δραχμάς [1154,572,1401,584]
rates-row-cell: Μυτιλήνης [111,452,163,464]
shop-subheading: ΑΠΑΝΤΑ ΤΑ ΣΥΣΤΗΜΑΤΑ ΤΩΝ ΚΙΝΗΤΗΡΙΩΝ ΜΗΧΑΝΩΝ [1222,1506,1482,1520]
column-3 [624,158,878,2158]
bank-extra-row [1154,746,1550,759]
rates-row [110,416,360,428]
rates-row-cell: 162.— [307,428,337,440]
ship-heading: ΥΠΟΠΤΟΝ ΠΛΟΙΟΝ [672,562,830,581]
rates-row-cell: 32.20 [307,368,337,380]
liabilities-row-cell: » [1469,659,1476,671]
memorial-text: Σήμερον Παρασκευὴν 23ην τ. μ. καὶ ὥραν 8 1/2 π. μ. τελεσθήσεται ἀρχιερατικὸν μνημόσυνον ἐν τῷ Ἱερῷ ναῷ τῆς Ἁγ. Αἰκατερίνης, ὑπὲρ ἀναπαύσεως τῆς ψυχῆς τῆς μακαρίτου θυγατρός, ἀδελφῆς καὶ θείας ἡμῶν [890,176,1140,241]
rates-row-cell: Εἰκοσάφραγκ. [230,368,300,380]
memorial-heading: ΜΝΗΜΟΣΥΝΟΝ [951,158,1079,176]
liabilities-row [1154,610,1550,623]
article-text: Ἡ γνωμοδότησις διεβιβάσθη εἰς τὸ Ὑπουργεῖον, τὸ ὁποῖον ἐπικυρώσαν ταύτην τὴν συνέταξε συμβιβασμοῦ διὰ τὴν τελευταίαν ταχυτέραν ἐκκαθάρισιν καὶ μὴ παραστῇ ἀνάγκη καταφυγῆς εἰς τὰ δικαστήρια. [110,1367,360,1446]
assets-row-cell: Δρ. [1453,504,1471,516]
liabilities-row-cell: Μερίσματα πληρωτέα [1154,672,1260,684]
assets-row-cell: Δάνεια εἰς λιμενικὰ ταμεῖα Πειραιῶς καὶ Κυπαρισσίας [1154,479,1421,491]
rates-row-cell: Κρητ. Τραπ. [111,428,174,440]
liabilities-row-cell: Διάφοροι [1154,684,1199,696]
bank-extra-table [1154,721,1550,771]
section-subheading: Η ΤΗΛΕΦΩΝΙΚΗ ΣΥΓΚΟΙΝΩΝΙΑ [400,998,584,1010]
liabilities-row-cell: Τραπεζιτῶν [1154,609,1212,621]
cabinet-illustration [1264,1021,1446,1333]
furniture-text: Πρωτοφανὴς ἔκθεσις πολυτελῶν ἐπίπλων. Συλλογὴ ἀπαράμιλλος σχηματισθεῖσα ὑπὸ τοῦ κ. Ἀπέργη, μεταβάντος αὐτοπροσώπως εἰς τὰ καλλίτερα εὐρωπαϊκὰ ἐργοστάσια. Ἀπαραίτητος ἡ ἐπίσκεψις διὰ τοὺς θέλοντας νὰ προμηθευθῶσιν ἔπιπλα κομψότατα καὶ καλλιτεχνικώτατα πρὶν ἐξαντληθῶσιν. [1154,1348,1550,1414]
rates-row-cell: Μονοπωλίου [230,224,288,236]
rates-row-cell [182,380,230,404]
divider [890,380,1140,382]
divider [890,1286,1140,1288]
article-text: Εἰς τὸ ὑπουργεῖον τῶν Οἰκονομικῶν ἐλήφθη χθὲς τηλεγράφημα ἐκ Κεφαλληνίας, ἀγγέλλον, ὅτι αἱ περιπολίαι τῶν τελωνοφυλάκων ἀνεκαλύφησαν ἐν πλοῖον, τὸ ὁποῖον περιπλεῖ τὰς ἀκτὰς τῆς νήσου, προσπαθοῦν νὰ προσεγγίσῃ κρυφίως εἰς οἰονδήποτε ὅρμον. Τὸ πλοῖον ἀποκλεῖ εὐθὺς ὡς εἶδε τοὺς φύλακας, ὅτι ἀπὸ τῆς παραλίας παρακολουθοῦν τὰς κινήσεις του. [624,618,878,737]
liabilities-row-cell: » [1469,559,1476,571]
bank-extra-row-cell: 29 641,240.— [1481,745,1550,757]
assets-row [1154,467,1550,480]
liabilities-row-cell: 4,728,872.30 [1481,547,1550,559]
rates-row [110,344,360,356]
clinic-text: Ἀπὸ δεκαπενταετίας εἰδικοῦ ἰατροῦ τῶν τοιούτων νοσημάτων. Διὰ τῆς ἐφαρμογῆς τῶν τελειοτάτων καὶ νεωτάτων μεθόδων τῶν ἐν Εὐρώπῃ εἰδικῶν νοσοκομείων θεραπεύονται ριζικῶς καὶ συντομώτατα σύφιλις, βλεννόρροια, στενώσεις κλπ. Δέχεται καθ' ὅλην τὴν ἡμέραν. Τὸ ἑσπέρας 8—9. [890,435,1140,527]
liabilities-row-cell: Ἐντολαὶ πληρωτέαι [1154,647,1250,659]
bank-extra-row-cell: 57,244,221.— [1481,758,1550,770]
column-1 [110,158,360,2158]
rates-row-cell: Λίραι Τουρκίας [230,380,277,404]
